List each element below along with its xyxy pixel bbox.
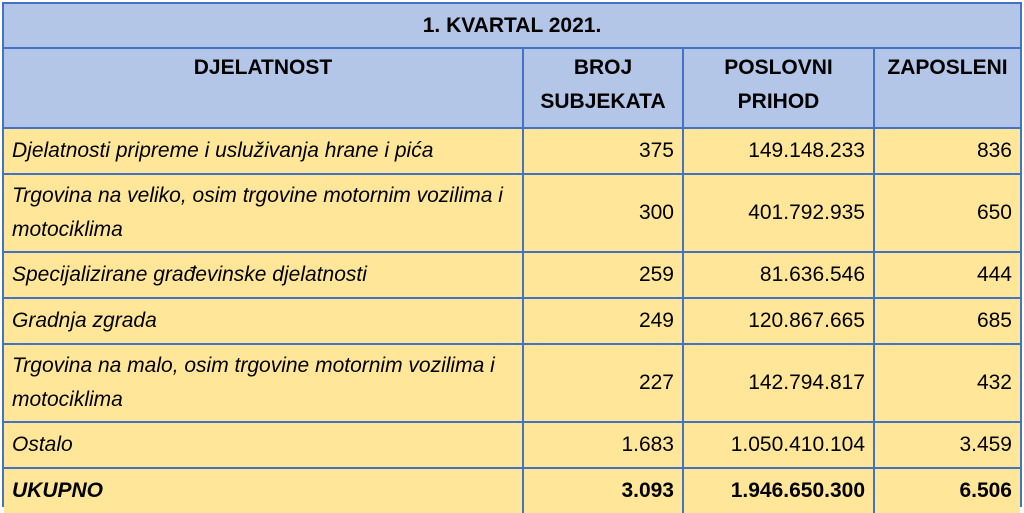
cell-djelatnost: Gradnja zgrada bbox=[4, 298, 523, 344]
table-row bbox=[4, 344, 1020, 422]
table-row bbox=[4, 298, 1020, 344]
table-title: 1. KVARTAL 2021. bbox=[4, 4, 1020, 48]
cell-broj-subjekata: 249 bbox=[523, 298, 683, 344]
header-poslovni-prihod-line1: POSLOVNI bbox=[724, 56, 833, 79]
total-zaposleni: 6.506 bbox=[874, 468, 1020, 513]
activity-table bbox=[4, 4, 1020, 513]
cell-poslovni-prihod: 149.148.233 bbox=[683, 128, 874, 174]
table-header-row bbox=[4, 48, 1020, 128]
cell-zaposleni: 685 bbox=[874, 298, 1020, 344]
cell-broj-subjekata: 300 bbox=[523, 174, 683, 252]
cell-broj-subjekata: 1.683 bbox=[523, 422, 683, 468]
activity-table-container bbox=[2, 2, 1022, 507]
table-row bbox=[4, 422, 1020, 468]
header-poslovni-prihod-line2: PRIHOD bbox=[737, 90, 820, 113]
table-row bbox=[4, 128, 1020, 174]
table-row bbox=[4, 252, 1020, 298]
header-djelatnost bbox=[4, 48, 523, 128]
cell-broj-subjekata: 227 bbox=[523, 344, 683, 422]
table-row bbox=[4, 174, 1020, 252]
header-broj-subjekata bbox=[523, 48, 683, 128]
cell-poslovni-prihod: 1.050.410.104 bbox=[683, 422, 874, 468]
header-broj-subjekata-line1: BROJ bbox=[573, 56, 633, 79]
cell-djelatnost: Trgovina na veliko, osim trgovine motornim vozilima i motociklima bbox=[4, 174, 523, 252]
table-title-row bbox=[4, 4, 1020, 48]
total-row bbox=[4, 468, 1020, 513]
cell-poslovni-prihod: 120.867.665 bbox=[683, 298, 874, 344]
header-broj-subjekata-line2: SUBJEKATA bbox=[540, 90, 666, 113]
cell-djelatnost: Djelatnosti pripreme i usluživanja hrane i pića bbox=[4, 128, 523, 174]
cell-poslovni-prihod: 142.794.817 bbox=[683, 344, 874, 422]
header-zaposleni-label: ZAPOSLENI bbox=[887, 56, 1008, 79]
cell-poslovni-prihod: 401.792.935 bbox=[683, 174, 874, 252]
cell-djelatnost: Ostalo bbox=[4, 422, 523, 468]
cell-zaposleni: 432 bbox=[874, 344, 1020, 422]
total-poslovni-prihod: 1.946.650.300 bbox=[683, 468, 874, 513]
cell-broj-subjekata: 259 bbox=[523, 252, 683, 298]
cell-broj-subjekata: 375 bbox=[523, 128, 683, 174]
cell-djelatnost: Trgovina na malo, osim trgovine motornim vozilima i motociklima bbox=[4, 344, 523, 422]
header-poslovni-prihod bbox=[683, 48, 874, 128]
cell-zaposleni: 650 bbox=[874, 174, 1020, 252]
total-broj-subjekata: 3.093 bbox=[523, 468, 683, 513]
header-djelatnost-label: DJELATNOST bbox=[193, 56, 333, 79]
cell-zaposleni: 3.459 bbox=[874, 422, 1020, 468]
cell-zaposleni: 444 bbox=[874, 252, 1020, 298]
cell-poslovni-prihod: 81.636.546 bbox=[683, 252, 874, 298]
total-label: UKUPNO bbox=[4, 468, 523, 513]
header-zaposleni bbox=[874, 48, 1020, 128]
cell-djelatnost: Specijalizirane građevinske djelatnosti bbox=[4, 252, 523, 298]
cell-zaposleni: 836 bbox=[874, 128, 1020, 174]
